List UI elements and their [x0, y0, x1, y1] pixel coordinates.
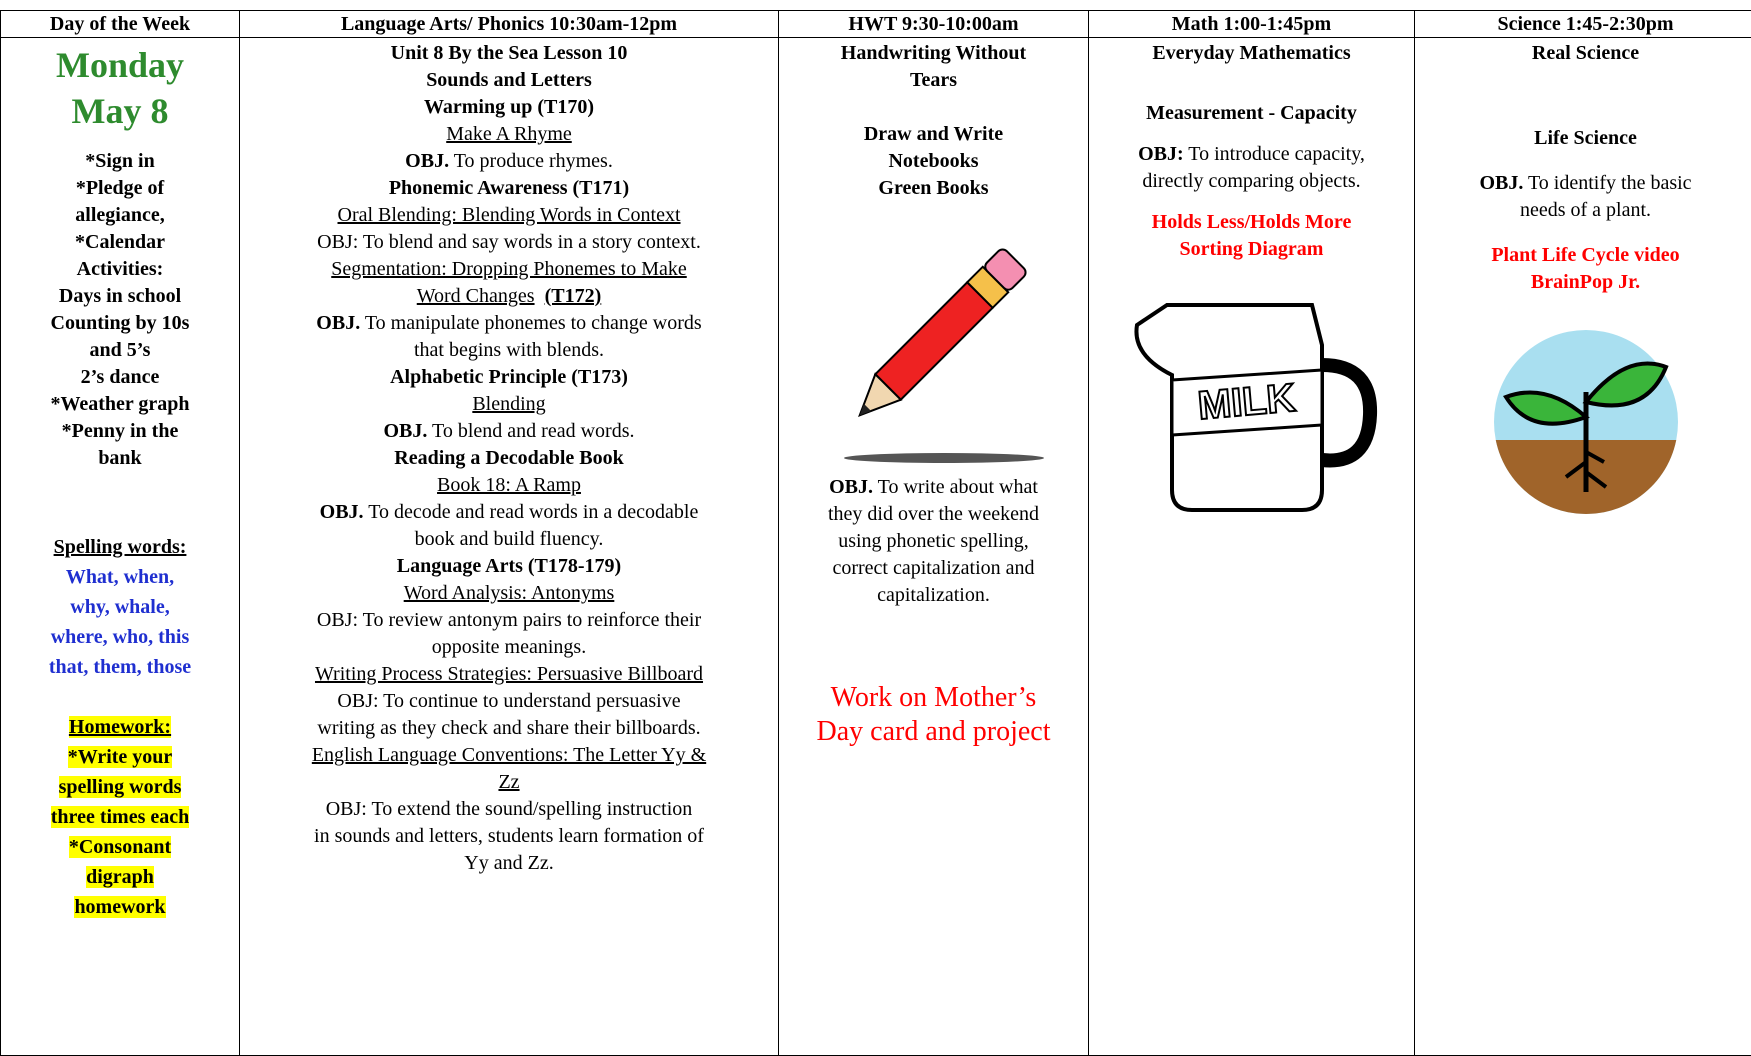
spelling-title: Spelling words: — [1, 532, 239, 562]
homework-line: *Consonant — [69, 836, 171, 858]
activity-line: Counting by 10s — [1, 310, 239, 337]
hwt-item: Notebooks — [779, 148, 1088, 175]
hwt-objective: OBJ. To write about what they did over the weekend using phonetic spelling, correct capitalization and capitalization. — [779, 474, 1088, 609]
hwt-item: Green Books — [779, 175, 1088, 202]
homework-line: digraph — [86, 866, 154, 888]
hwt-title: Tears — [779, 67, 1088, 94]
la-objective: OBJ. To decode and read words in a decodable — [240, 499, 778, 526]
header-day: Day of the Week — [1, 11, 240, 38]
math-title: Everyday Mathematics — [1089, 40, 1414, 67]
lesson-plan-table — [0, 10, 1751, 1056]
la-heading: Warming up (T170) — [240, 94, 778, 121]
monday-row — [1, 38, 1751, 1056]
la-subheading: Word Analysis: Antonyms — [240, 580, 778, 607]
la-objective: OBJ. To manipulate phonemes to change words — [240, 310, 778, 337]
math-cell — [1089, 38, 1415, 1056]
header-science: Science 1:45-2:30pm — [1415, 11, 1751, 38]
language-arts-cell — [240, 38, 779, 1056]
math-subtitle: Measurement - Capacity — [1089, 100, 1414, 127]
science-subtitle: Life Science — [1415, 125, 1751, 152]
la-subheading: Word Changes (T172) — [240, 283, 778, 310]
science-title: Real Science — [1415, 40, 1751, 67]
science-cell — [1415, 38, 1751, 1056]
pencil-icon — [814, 216, 1054, 466]
la-objective: in sounds and letters, students learn formation of — [240, 823, 778, 850]
la-subheading: Blending — [240, 391, 778, 418]
la-subheading: Segmentation: Dropping Phonemes to Make — [240, 256, 778, 283]
la-objective: Yy and Zz. — [240, 850, 778, 877]
hwt-cell — [779, 38, 1089, 1056]
activity-line: allegiance, — [1, 202, 239, 229]
la-subheading: Oral Blending: Blending Words in Context — [240, 202, 778, 229]
activity-line: Days in school — [1, 283, 239, 310]
la-subheading: English Language Conventions: The Letter Yy & — [240, 742, 778, 769]
spelling-line: that, them, those — [1, 652, 239, 682]
la-heading: Reading a Decodable Book — [240, 445, 778, 472]
activities-list — [1, 148, 239, 472]
la-objective: OBJ. To blend and read words. — [240, 418, 778, 445]
milk-jug-icon — [1122, 285, 1382, 520]
activity-line: *Weather graph — [1, 391, 239, 418]
activity-line: *Calendar — [1, 229, 239, 256]
hwt-item: Draw and Write — [779, 121, 1088, 148]
header-language-arts: Language Arts/ Phonics 10:30am-12pm — [240, 11, 779, 38]
la-subheading: Make A Rhyme — [240, 121, 778, 148]
header-math: Math 1:00-1:45pm — [1089, 11, 1415, 38]
activity-line: bank — [1, 445, 239, 472]
homework-block — [1, 712, 239, 922]
la-objective: that begins with blends. — [240, 337, 778, 364]
la-heading: Phonemic Awareness (T171) — [240, 175, 778, 202]
la-subheading: Writing Process Strategies: Persuasive Billboard — [240, 661, 778, 688]
day-name: Monday — [1, 42, 239, 88]
homework-line: homework — [74, 896, 165, 918]
la-objective: book and build fluency. — [240, 526, 778, 553]
spelling-line: What, when, — [1, 562, 239, 592]
activity-line: *Sign in — [1, 148, 239, 175]
activity-line: and 5’s — [1, 337, 239, 364]
la-objective: opposite meanings. — [240, 634, 778, 661]
activity-line: *Penny in the — [1, 418, 239, 445]
activity-line: 2’s dance — [1, 364, 239, 391]
la-heading: Language Arts (T178-179) — [240, 553, 778, 580]
jug-label: MILK — [1196, 376, 1297, 428]
la-unit-title: Unit 8 By the Sea Lesson 10 — [240, 40, 778, 67]
day-date: May 8 — [1, 88, 239, 134]
la-subheading: Zz — [240, 769, 778, 796]
spelling-words — [1, 562, 239, 682]
homework-line: three times each — [51, 806, 189, 828]
la-objective: OBJ: To extend the sound/spelling instruction — [240, 796, 778, 823]
la-objective: OBJ. To produce rhymes. — [240, 148, 778, 175]
homework-line: spelling words — [59, 776, 182, 798]
homework-line: *Write your — [68, 746, 173, 768]
science-objective: OBJ. To identify the basic needs of a plant. — [1415, 170, 1751, 224]
la-objective: writing as they check and share their billboards. — [240, 715, 778, 742]
spelling-line: where, who, this — [1, 622, 239, 652]
la-objective: OBJ: To blend and say words in a story context. — [240, 229, 778, 256]
activity-line: Activities: — [1, 256, 239, 283]
la-heading: Sounds and Letters — [240, 67, 778, 94]
spelling-line: why, whale, — [1, 592, 239, 622]
sprout-icon — [1486, 322, 1686, 522]
math-objective: OBJ: To introduce capacity, directly comparing objects. — [1089, 141, 1414, 195]
hwt-title: Handwriting Without — [779, 40, 1088, 67]
activity-line: *Pledge of — [1, 175, 239, 202]
la-heading: Alphabetic Principle (T173) — [240, 364, 778, 391]
math-activity: Holds Less/Holds More Sorting Diagram — [1089, 209, 1414, 263]
la-subheading: Book 18: A Ramp — [240, 472, 778, 499]
hwt-note: Work on Mother’s Day card and project — [779, 681, 1088, 749]
la-objective: OBJ: To continue to understand persuasive — [240, 688, 778, 715]
header-row — [1, 11, 1751, 38]
homework-title: Homework: — [69, 716, 171, 738]
science-activity: Plant Life Cycle video BrainPop Jr. — [1415, 242, 1751, 296]
la-objective: OBJ: To review antonym pairs to reinforce their — [240, 607, 778, 634]
header-hwt: HWT 9:30-10:00am — [779, 11, 1089, 38]
day-cell — [1, 38, 240, 1056]
